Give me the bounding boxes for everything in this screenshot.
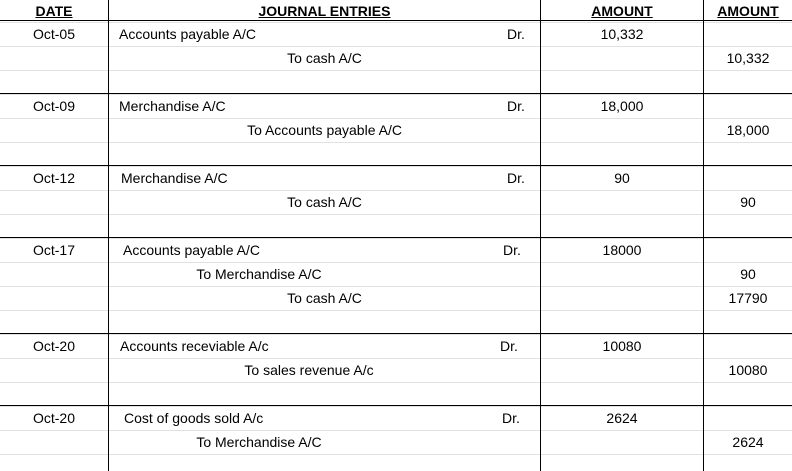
header-amount-credit: AMOUNT	[717, 3, 779, 19]
debit-account: Accounts receviable A/c	[120, 338, 269, 354]
debit-account: Merchandise A/C	[119, 98, 226, 114]
entry-date: Oct-09	[32, 98, 75, 114]
entry-date: Oct-17	[32, 242, 75, 258]
column-divider	[703, 0, 704, 471]
credit-amount: 17790	[728, 290, 768, 306]
credit-account: To sales revenue A/c	[244, 362, 374, 378]
dr-marker: Dr.	[507, 170, 525, 186]
entry-date: Oct-05	[32, 26, 75, 42]
credit-amount: 18,000	[726, 122, 770, 138]
debit-amount: 18000	[602, 242, 642, 258]
column-divider	[540, 0, 541, 471]
credit-amount: 10080	[728, 362, 768, 378]
debit-amount: 90	[614, 170, 630, 186]
dr-marker: Dr.	[507, 98, 525, 114]
dr-marker: Dr.	[503, 242, 521, 258]
entry-date: Oct-20	[32, 410, 75, 426]
debit-account: Merchandise A/C	[121, 170, 228, 186]
credit-account: To cash A/C	[287, 290, 362, 306]
credit-account: To Accounts payable A/C	[247, 122, 402, 138]
debit-account: Cost of goods sold A/c	[124, 410, 264, 426]
credit-account: To Merchandise A/C	[196, 434, 322, 450]
credit-amount: 10,332	[726, 50, 770, 66]
credit-amount: 90	[740, 194, 756, 210]
debit-amount: 2624	[606, 410, 638, 426]
debit-amount: 18,000	[600, 98, 644, 114]
entry-separator	[0, 237, 792, 238]
header-date: DATE	[35, 3, 73, 19]
debit-account: Accounts payable A/C	[123, 242, 260, 258]
credit-account: To cash A/C	[287, 50, 362, 66]
debit-amount: 10,332	[600, 26, 644, 42]
credit-amount: 90	[740, 266, 756, 282]
header-amount-debit: AMOUNT	[591, 3, 653, 19]
entry-date: Oct-20	[32, 338, 75, 354]
column-divider	[108, 0, 109, 471]
credit-account: To Merchandise A/C	[196, 266, 322, 282]
entry-separator	[0, 93, 792, 94]
entry-separator	[0, 165, 792, 166]
dr-marker: Dr.	[500, 338, 518, 354]
dr-marker: Dr.	[502, 410, 520, 426]
header-journal-entries: JOURNAL ENTRIES	[258, 3, 391, 19]
entry-separator	[0, 333, 792, 334]
credit-account: To cash A/C	[287, 194, 362, 210]
credit-amount: 2624	[732, 434, 764, 450]
dr-marker: Dr.	[507, 26, 525, 42]
entry-separator	[0, 405, 792, 406]
debit-account: Accounts payable A/C	[119, 26, 256, 42]
entry-date: Oct-12	[32, 170, 75, 186]
debit-amount: 10080	[602, 338, 642, 354]
